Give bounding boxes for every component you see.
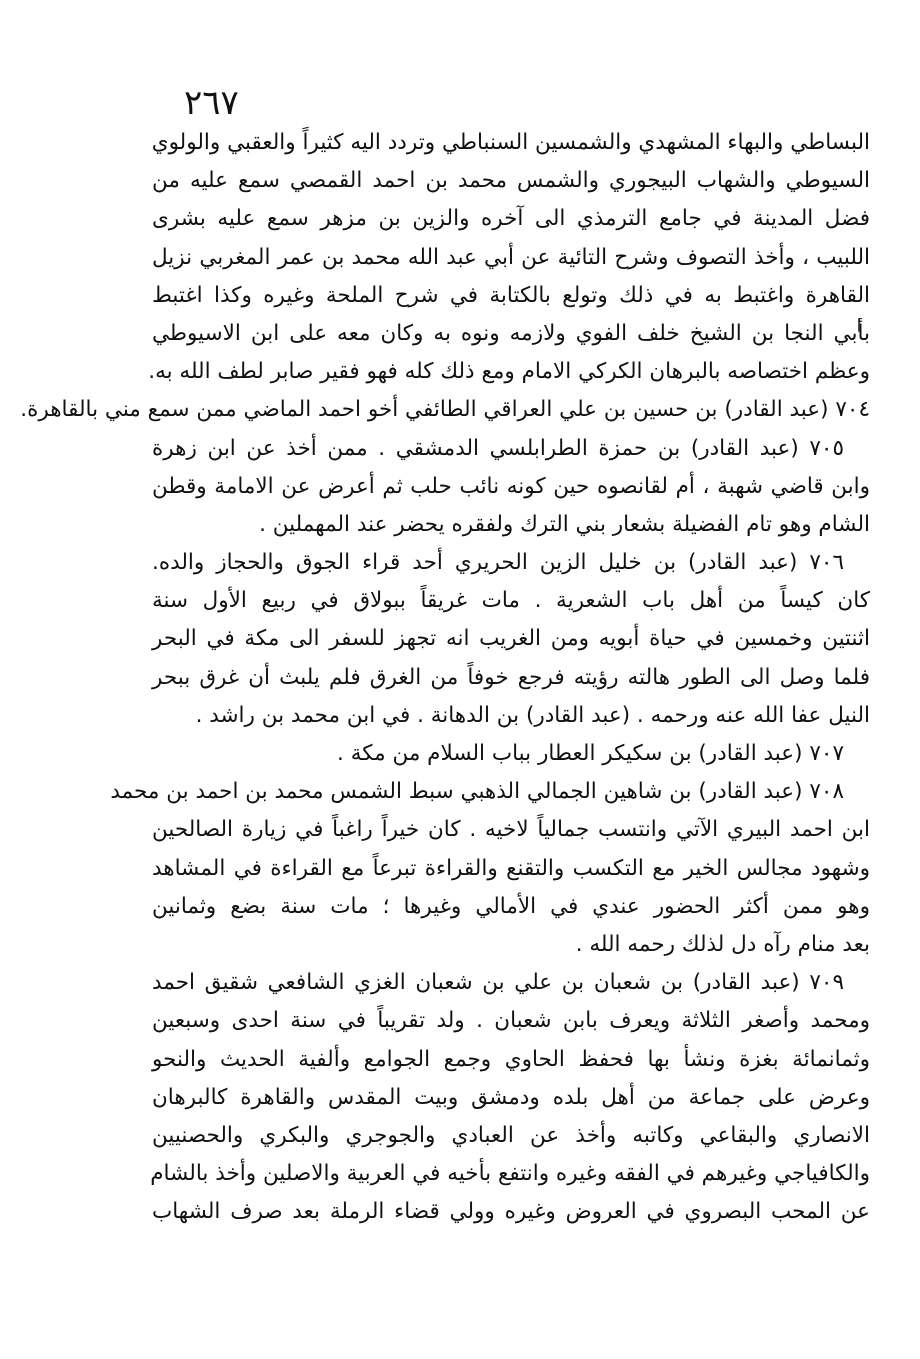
page-number: ٢٦٧ bbox=[184, 83, 239, 123]
text-line: بعد منام رآه دل لذلك رحمه الله . bbox=[575, 931, 870, 957]
entry-708: ٧٠٨ (عبد القادر) بن شاهين الجمالي الذهبي سبط الشمس محمد بن احمد بن محمد bbox=[110, 779, 844, 805]
text-line: ابن احمد البيري الآتي وانتسب جمالياً لاخيه . كان خيراً راغباً في زيارة الصالحين bbox=[152, 817, 870, 843]
entry-707: ٧٠٧ (عبد القادر) بن سكيكر العطار بباب السلام من مكة . bbox=[337, 741, 844, 766]
text-line: وعرض على جماعة من أهل بلده ودمشق وبيت المقدس والقاهرة كالبرهان bbox=[152, 1084, 870, 1110]
text-line: النيل عفا الله عنه ورحمه . (عبد القادر) بن الدهانة . في ابن محمد بن راشد . bbox=[195, 702, 870, 728]
text-line: اثنتين وخمسين في حياة أبويه ومن الغريب انه تجهز للسفر الى مكة في البحر bbox=[152, 626, 870, 652]
text-line: السيوطي والشهاب البيجوري والشمس محمد بن احمد القمصي سمع عليه من bbox=[152, 168, 870, 194]
text-line: البساطي والبهاء المشهدي والشمسين السنباطي وتردد اليه كثيراً والعقبي والولوي bbox=[151, 130, 870, 155]
text-line: بأبي النجا بن الشيخ خلف الفوي ولازمه ونوه به وكان معه على ابن الاسيوطي bbox=[152, 320, 870, 346]
text-line: عن المحب البصروي في العروض وغيره وولي قضاء الرملة بعد صرف الشهاب bbox=[152, 1199, 870, 1225]
text-line: والكافياجي وغيرهم في الفقه وغيره وانتفع بأخيه في العربية والاصلين وأخذ بالشام bbox=[150, 1161, 870, 1187]
text-line: الانصاري والبقاعي وكاتبه وأخذ عن العبادي والجوجري والبكري والحصنيين bbox=[152, 1122, 870, 1148]
text-line: كان كيساً من أهل باب الشعرية . مات غريقاً ببولاق في ربيع الأول سنة bbox=[152, 588, 870, 614]
text-line: القاهرة واغتبط به في ذلك وتولع بالكتابة في شرح الملحة وغيره وكذا اغتبط bbox=[152, 282, 870, 308]
text-line: فضل المدينة في جامع الترمذي الى آخره والزين بن مزهر سمع عليه بشرى bbox=[152, 206, 870, 232]
text-line: وثمانمائة بغزة ونشأ بها فحفظ الحاوي وجمع الجوامع وألفية الحديث والنحو bbox=[152, 1046, 870, 1072]
text-line: وعظم اختصاصه بالبرهان الكركي الامام ومع ذلك كله فهو فقير صابر لطف الله به. bbox=[148, 359, 870, 385]
text-line: الشام وهو تام الفضيلة بشعار بني الترك ولفقره يحضر عند المهملين . bbox=[259, 511, 870, 537]
entry-706: ٧٠٦ (عبد القادر) بن خليل الزين الحريري أحد قراء الجوق والحجاز والده. bbox=[152, 550, 844, 576]
body-text bbox=[20, 124, 870, 1231]
entry-705: ٧٠٥ (عبد القادر) بن حمزة الطرابلسي الدمشقي . ممن أخذ عن ابن زهرة bbox=[152, 435, 844, 461]
entry-709: ٧٠٩ (عبد القادر) بن شعبان بن علي بن شعبان الغزي الشافعي شقيق احمد bbox=[152, 970, 844, 996]
text-line: فلما وصل الى الطور هالته رؤيته فرجع خوفاً من الغرق فلم يلبث أن غرق ببحر bbox=[152, 664, 870, 690]
text-line: ومحمد وأصغر الثلاثة ويعرف بابن شعبان . ولد تقريباً في سنة احدى وسبعين bbox=[152, 1008, 870, 1034]
entry-704: ٧٠٤ (عبد القادر) بن حسين بن علي العراقي الطائفي أخو احمد الماضي ممن سمع مني بالقاهرة. bbox=[20, 397, 870, 423]
text-line: اللبيب ، وأخذ التصوف وشرح التائية عن أبي عبد الله محمد بن عمر المغربي نزيل bbox=[152, 244, 870, 270]
text-line: وشهود مجالس الخير مع التكسب والتقنع والقراءة تبرعاً مع القراءة في المشاهد bbox=[152, 855, 870, 881]
text-line: وهو ممن أكثر الحضور عندي في الأمالي وغيرها ؛ مات سنة بضع وثمانين bbox=[152, 893, 870, 919]
text-line: وابن قاضي شهبة ، أم لقانصوه حين كونه نائب حلب ثم أعرض عن الامامة وقطن bbox=[152, 473, 870, 499]
